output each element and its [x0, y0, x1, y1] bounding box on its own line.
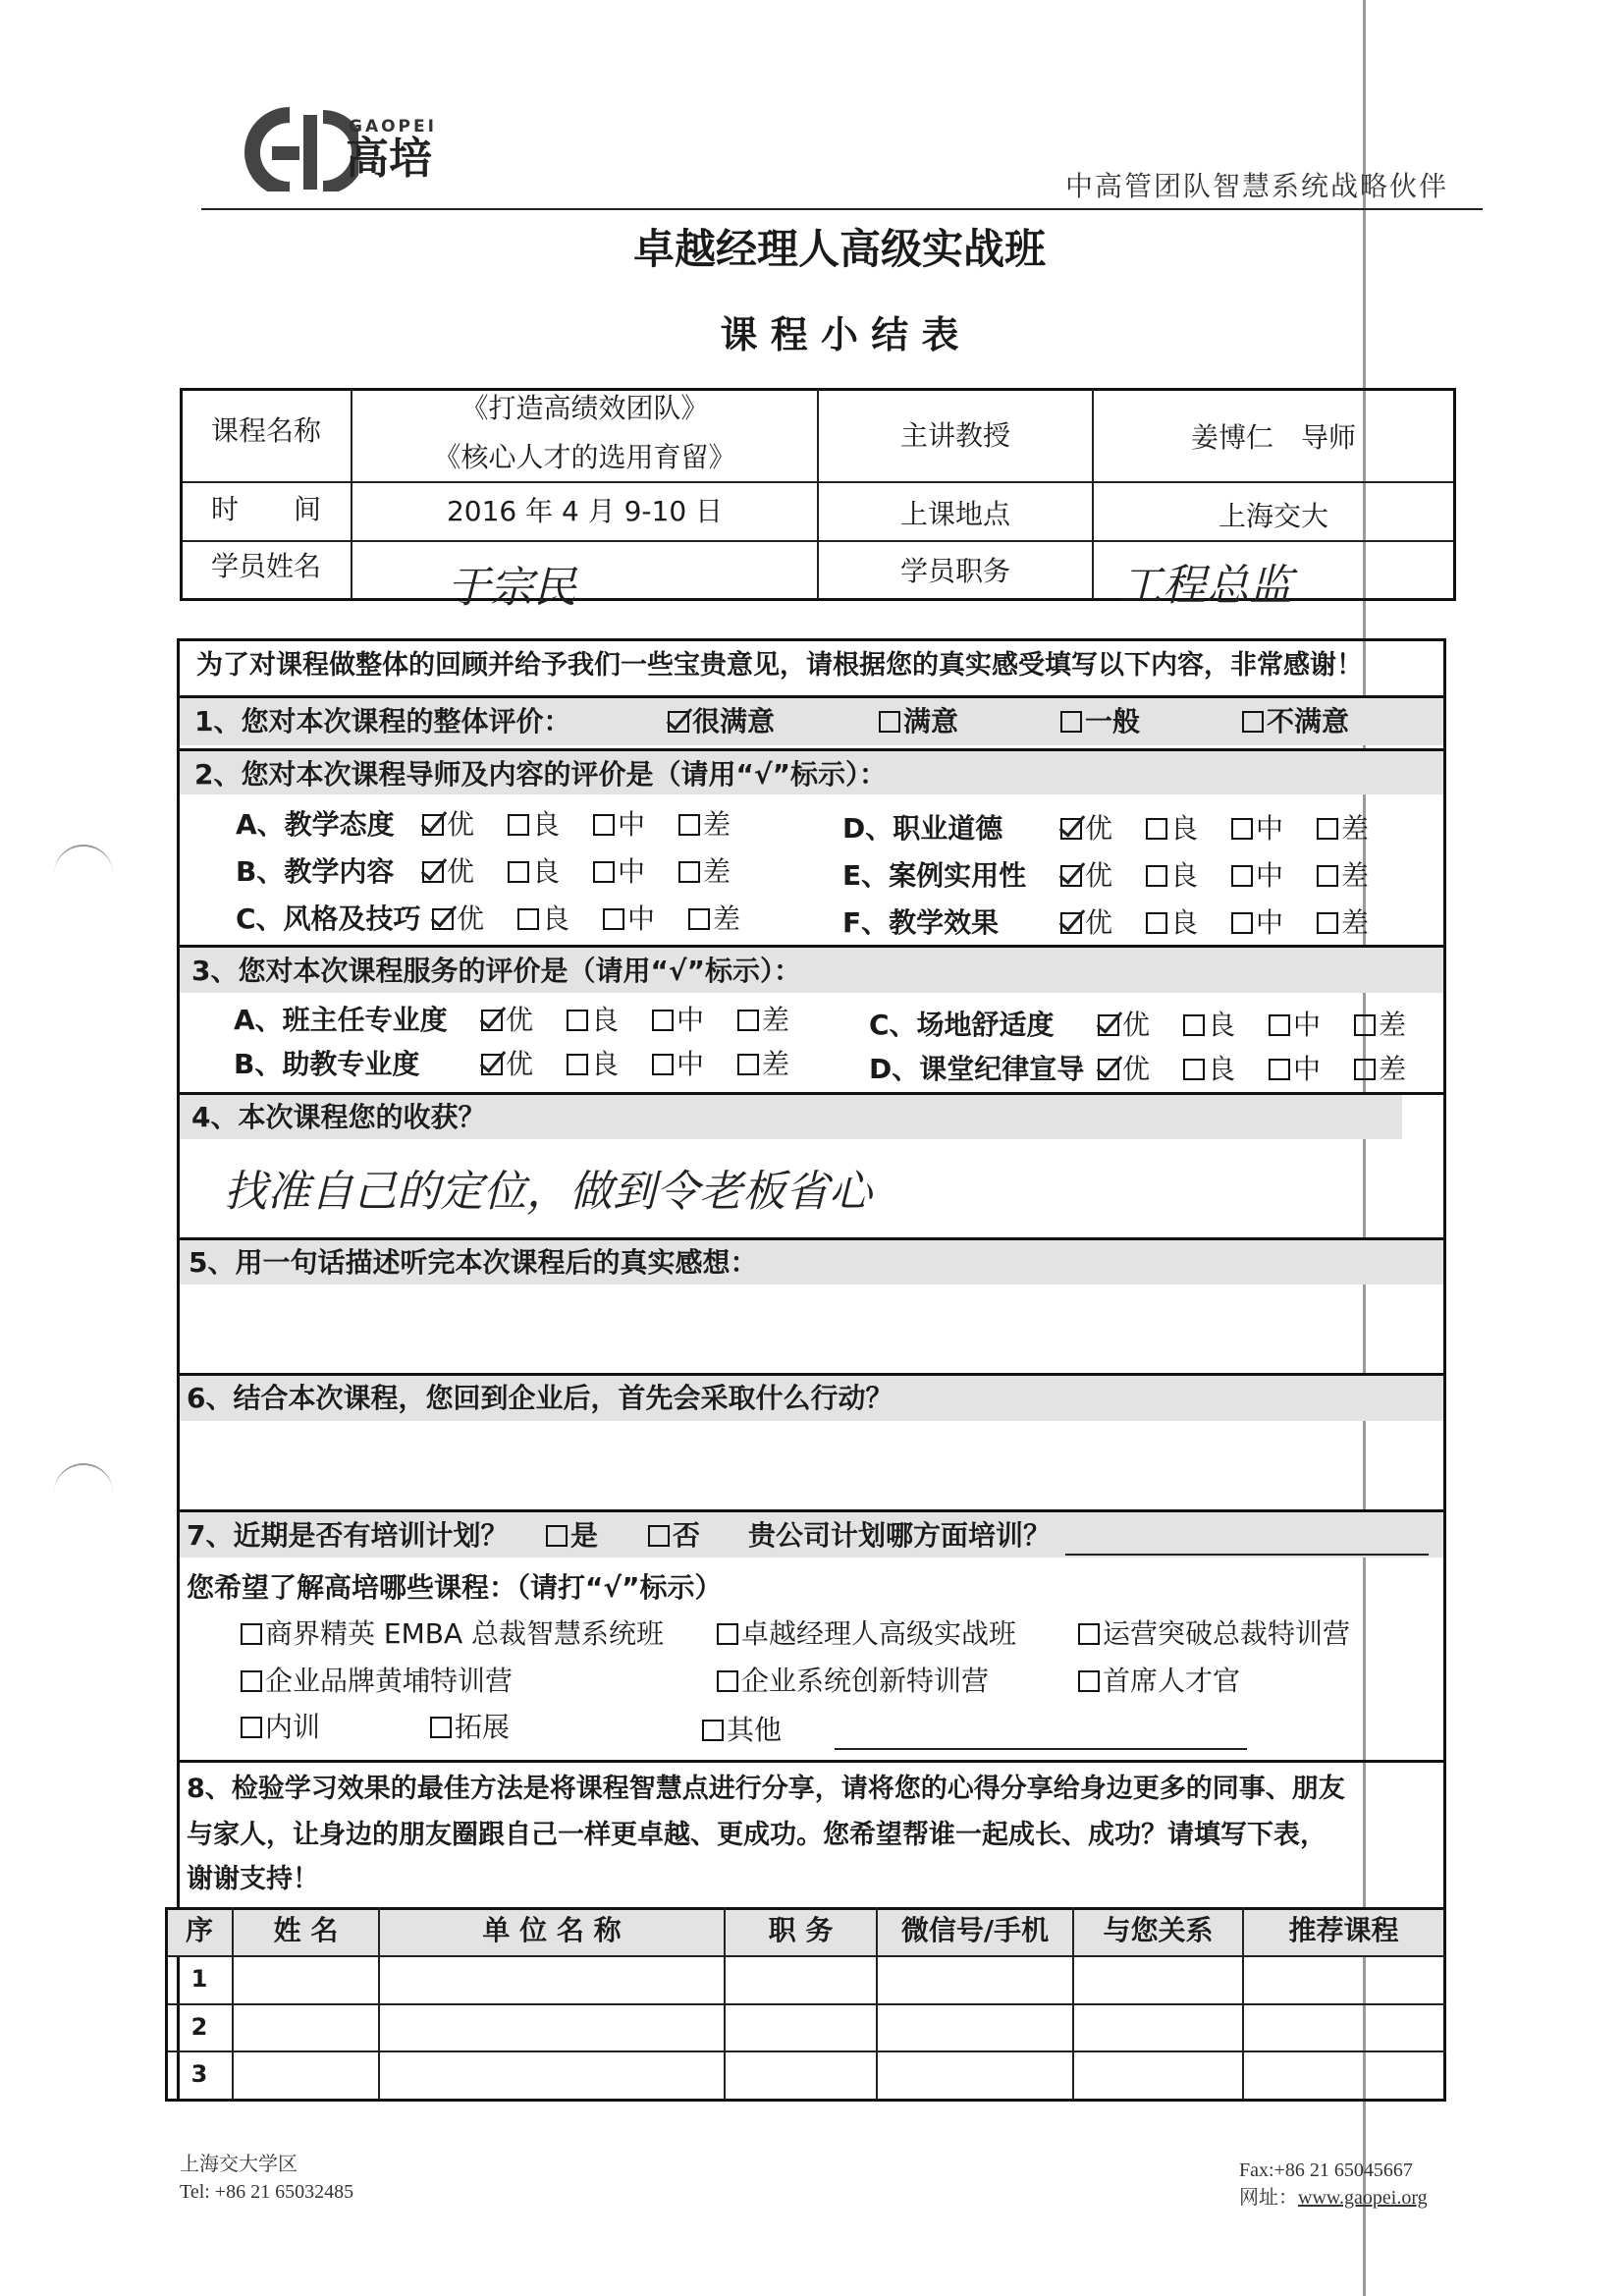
gaopei-logo-icon: [221, 103, 358, 191]
q2-grade-option[interactable]: 中: [603, 905, 655, 933]
q7-plan-label: 贵公司计划哪方面培训？: [748, 1519, 1052, 1552]
checkbox[interactable]: [1317, 912, 1338, 934]
checkbox[interactable]: [1269, 1059, 1290, 1080]
course-option-manager[interactable]: 卓越经理人高级实战班: [717, 1620, 1016, 1648]
lecturer-value: 姜博仁 导师: [1190, 421, 1356, 454]
q7-plan-input-line[interactable]: [1065, 1554, 1429, 1556]
checkbox[interactable]: [1146, 865, 1167, 887]
checkbox[interactable]: [1078, 1670, 1100, 1692]
q2-grade-option[interactable]: 差: [678, 811, 731, 839]
course-option-outdoor[interactable]: 拓展: [430, 1714, 510, 1741]
gaopei-logo: [221, 103, 358, 191]
q7-label: 7、近期是否有培训计划？: [187, 1519, 509, 1552]
footer-website[interactable]: 网址：www.gaopei.org: [1239, 2187, 1428, 2209]
checkbox[interactable]: [1146, 818, 1167, 840]
q2-grade-option[interactable]: 差: [678, 858, 731, 886]
referral-row-index: 2: [190, 2013, 208, 2041]
punch-hole-mark: [54, 1463, 113, 1522]
checkbox[interactable]: [1098, 1014, 1119, 1036]
q1-option-very-satisfied[interactable]: 很满意: [668, 708, 775, 736]
referral-header-company: 单 位 名 称: [482, 1914, 622, 1946]
q8-text-line2: 与家人，让身边的朋友圈跟自己一样更卓越、更成功。您希望帮谁一起成长、成功？请填写下表，: [187, 1820, 1326, 1850]
checkbox[interactable]: [1317, 818, 1338, 840]
q2-item-label: B、教学内容: [236, 855, 395, 888]
checkbox[interactable]: [1183, 1014, 1205, 1036]
q3-grade-option[interactable]: 良: [567, 1007, 619, 1034]
q2-grade-option[interactable]: 优: [422, 811, 474, 839]
q3-label: 3、您对本次课程服务的评价是（请用“√”标示）：: [191, 955, 801, 987]
tagline: 中高管团队智慧系统战略伙伴: [1065, 170, 1449, 202]
q2-grade-option[interactable]: 中: [593, 811, 645, 839]
course-name-line1: 《打造高绩效团队》: [460, 392, 709, 424]
q4-label: 4、本次课程您的收获？: [191, 1101, 486, 1133]
course-option-operations[interactable]: 运营突破总裁特训营: [1078, 1620, 1350, 1648]
q3-grade-option[interactable]: 良: [1183, 1056, 1235, 1083]
checkbox[interactable]: [678, 814, 700, 836]
q2-grade-option[interactable]: 良: [1146, 815, 1198, 843]
q3-grade-option[interactable]: 差: [737, 1051, 789, 1078]
checkbox[interactable]: [1146, 912, 1167, 934]
checkbox[interactable]: [1317, 865, 1338, 887]
course-other-input-line[interactable]: [835, 1748, 1247, 1750]
q1-option-satisfied[interactable]: 满意: [879, 708, 958, 736]
checkbox[interactable]: [241, 1670, 262, 1692]
course-option-brand[interactable]: 企业品牌黄埔特训营: [241, 1667, 513, 1695]
checkbox[interactable]: [1231, 912, 1253, 934]
page-title: 卓越经理人高级实战班: [632, 225, 1046, 273]
checkbox[interactable]: [422, 861, 444, 883]
checkbox[interactable]: [567, 1054, 588, 1075]
checkbox[interactable]: [430, 1717, 452, 1738]
student-name-label: 学员姓名: [210, 550, 321, 582]
checkbox[interactable]: [1078, 1623, 1100, 1645]
checkbox[interactable]: [567, 1010, 588, 1031]
q1-option-unsatisfied[interactable]: 不满意: [1242, 708, 1349, 736]
checkbox[interactable]: [1231, 818, 1253, 840]
time-label: 时 间: [210, 493, 321, 525]
checkbox[interactable]: [1354, 1014, 1376, 1036]
header-rule: [201, 208, 1483, 210]
checkbox[interactable]: [517, 908, 539, 930]
intro-text: 为了对课程做整体的回顾并给予我们一些宝贵意见，请根据您的真实感受填写以下内容，非常感谢！: [196, 650, 1363, 681]
checkbox[interactable]: [422, 814, 444, 836]
q2-grade-option[interactable]: 优: [1060, 815, 1112, 843]
checkbox[interactable]: [593, 814, 615, 836]
location-label: 上课地点: [899, 498, 1010, 530]
course-option-other[interactable]: 其他: [702, 1717, 782, 1744]
footer-address: 上海交大学区: [180, 2154, 298, 2175]
q2-item-label: E、案例实用性: [842, 859, 1027, 892]
brand-en: GAOPEI: [349, 117, 437, 137]
q2-grade-option[interactable]: 差: [1317, 862, 1369, 890]
referral-header-index: 序: [185, 1914, 213, 1946]
checkbox[interactable]: [603, 908, 624, 930]
checkbox[interactable]: [668, 711, 689, 733]
checkbox[interactable]: [432, 908, 454, 930]
checkbox[interactable]: [1354, 1059, 1376, 1080]
checkbox[interactable]: [1269, 1014, 1290, 1036]
checkbox[interactable]: [241, 1717, 262, 1738]
checkbox[interactable]: [546, 1525, 568, 1547]
checkbox[interactable]: [717, 1623, 738, 1645]
course-option-emba[interactable]: 商界精英 EMBA 总裁智慧系统班: [241, 1620, 664, 1648]
q1-option-average[interactable]: 一般: [1060, 708, 1140, 736]
q2-grade-option[interactable]: 中: [1231, 815, 1283, 843]
referral-header-relation: 与您关系: [1103, 1914, 1214, 1946]
checkbox[interactable]: [702, 1720, 724, 1741]
q3-grade-option[interactable]: 差: [1354, 1011, 1406, 1039]
student-position-label: 学员职务: [899, 555, 1010, 587]
q3-grade-option[interactable]: 良: [1183, 1011, 1235, 1039]
checkbox[interactable]: [481, 1010, 503, 1031]
q2-grade-option[interactable]: 良: [508, 811, 560, 839]
q5-label: 5、用一句话描述听完本次课程后的真实感想：: [189, 1246, 758, 1279]
checkbox[interactable]: [1231, 865, 1253, 887]
checkbox[interactable]: [1242, 711, 1264, 733]
course-option-internal[interactable]: 内训: [241, 1714, 320, 1741]
q2-item-label: A、教学态度: [236, 808, 395, 841]
checkbox[interactable]: [688, 908, 710, 930]
q3-grade-option[interactable]: 中: [1269, 1011, 1321, 1039]
q7-no-option[interactable]: 否: [648, 1522, 700, 1550]
q8-text-line1: 8、检验学习效果的最佳方法是将课程智慧点进行分享，请将您的心得分享给身边更多的同事、朋友: [187, 1774, 1345, 1804]
checkbox[interactable]: [1060, 818, 1082, 840]
q3-grade-option[interactable]: 中: [652, 1051, 704, 1078]
footer-tel: Tel: +86 21 65032485: [180, 2181, 354, 2203]
q2-item-label: C、风格及技巧: [236, 902, 421, 935]
q2-grade-option[interactable]: 优: [1060, 909, 1112, 937]
lecturer-label: 主讲教授: [899, 419, 1010, 452]
q2-grade-option[interactable]: 优: [1060, 862, 1112, 890]
checkbox[interactable]: [1183, 1059, 1205, 1080]
q3-grade-option[interactable]: 优: [1098, 1056, 1150, 1083]
q4-answer-handwritten: 找准自己的定位，做到令老板省心: [224, 1167, 872, 1217]
checkbox[interactable]: [1060, 912, 1082, 934]
page-subtitle: 课 程 小 结 表: [720, 313, 959, 356]
q2-grade-option[interactable]: 良: [508, 858, 560, 886]
referral-row-index: 1: [190, 1965, 208, 1993]
q2-grade-option[interactable]: 中: [1231, 909, 1283, 937]
checkbox[interactable]: [1098, 1059, 1119, 1080]
q2-grade-option[interactable]: 良: [517, 905, 569, 933]
q8-text-line3: 谢谢支持！: [187, 1864, 319, 1894]
referral-header-position: 职 务: [768, 1914, 834, 1946]
q2-grade-option[interactable]: 差: [1317, 815, 1369, 843]
checkbox[interactable]: [593, 861, 615, 883]
referral-header-course: 推荐课程: [1288, 1914, 1399, 1946]
q2-grade-option[interactable]: 优: [432, 905, 484, 933]
q3-item-label: B、助教专业度: [234, 1048, 420, 1080]
student-name-handwritten: 于宗民: [447, 563, 576, 613]
checkbox[interactable]: [652, 1010, 674, 1031]
q3-grade-option[interactable]: 差: [1354, 1056, 1406, 1083]
q3-grade-option[interactable]: 中: [1269, 1056, 1321, 1083]
course-name-label: 课程名称: [210, 414, 321, 447]
referral-row-index: 3: [190, 2060, 208, 2088]
time-value: 2016 年 4 月 9-10 日: [446, 495, 724, 527]
brand-cn: 高培: [346, 134, 432, 184]
q3-grade-option[interactable]: 优: [1098, 1011, 1150, 1039]
q3-grade-option[interactable]: 优: [481, 1051, 533, 1078]
checkbox[interactable]: [481, 1054, 503, 1075]
punch-hole-mark: [54, 845, 113, 903]
course-name-line2: 《核心人才的选用育留》: [433, 441, 736, 473]
checkbox[interactable]: [737, 1054, 759, 1075]
q2-grade-option[interactable]: 中: [593, 858, 645, 886]
q3-grade-option[interactable]: 差: [737, 1007, 789, 1034]
checkbox[interactable]: [1060, 865, 1082, 887]
q3-item-label: C、场地舒适度: [869, 1009, 1055, 1041]
q2-grade-option[interactable]: 良: [1146, 862, 1198, 890]
footer-fax: Fax:+86 21 65045667: [1239, 2159, 1413, 2181]
checkbox[interactable]: [648, 1525, 670, 1547]
referral-header-name: 姓 名: [273, 1914, 339, 1946]
q2-grade-option[interactable]: 中: [1231, 862, 1283, 890]
checkbox[interactable]: [508, 814, 529, 836]
q7-courses-label: 您希望了解高培哪些课程：（请打“√”标示）: [187, 1571, 723, 1604]
q3-grade-option[interactable]: 良: [567, 1051, 619, 1078]
q2-item-label: F、教学效果: [842, 906, 1000, 939]
q2-grade-option[interactable]: 良: [1146, 909, 1198, 937]
q2-grade-option[interactable]: 优: [422, 858, 474, 886]
student-position-handwritten: 工程总监: [1119, 561, 1292, 611]
q2-label: 2、您对本次课程导师及内容的评价是（请用“√”标示）：: [194, 758, 887, 791]
q2-item-label: D、职业道德: [842, 812, 1003, 845]
referral-header-wechat: 微信号/手机: [900, 1914, 1050, 1946]
q7-yes-option[interactable]: 是: [546, 1522, 598, 1550]
course-option-innovation[interactable]: 企业系统创新特训营: [717, 1667, 989, 1695]
q2-grade-option[interactable]: 差: [688, 905, 740, 933]
checkbox[interactable]: [241, 1623, 262, 1645]
checkbox[interactable]: [508, 861, 529, 883]
q3-item-label: A、班主任专业度: [234, 1004, 448, 1036]
checkbox[interactable]: [879, 711, 900, 733]
q3-item-label: D、课堂纪律宣导: [869, 1053, 1085, 1085]
checkbox[interactable]: [652, 1054, 674, 1075]
checkbox[interactable]: [678, 861, 700, 883]
course-option-cto[interactable]: 首席人才官: [1078, 1667, 1240, 1695]
q3-grade-option[interactable]: 中: [652, 1007, 704, 1034]
checkbox[interactable]: [717, 1670, 738, 1692]
q1-label: 1、您对本次课程的整体评价：: [194, 705, 571, 738]
q3-grade-option[interactable]: 优: [481, 1007, 533, 1034]
checkbox[interactable]: [737, 1010, 759, 1031]
location-value: 上海交大: [1218, 500, 1328, 532]
q2-grade-option[interactable]: 差: [1317, 909, 1369, 937]
q6-label: 6、结合本次课程，您回到企业后，首先会采取什么行动？: [187, 1382, 893, 1414]
checkbox[interactable]: [1060, 711, 1082, 733]
